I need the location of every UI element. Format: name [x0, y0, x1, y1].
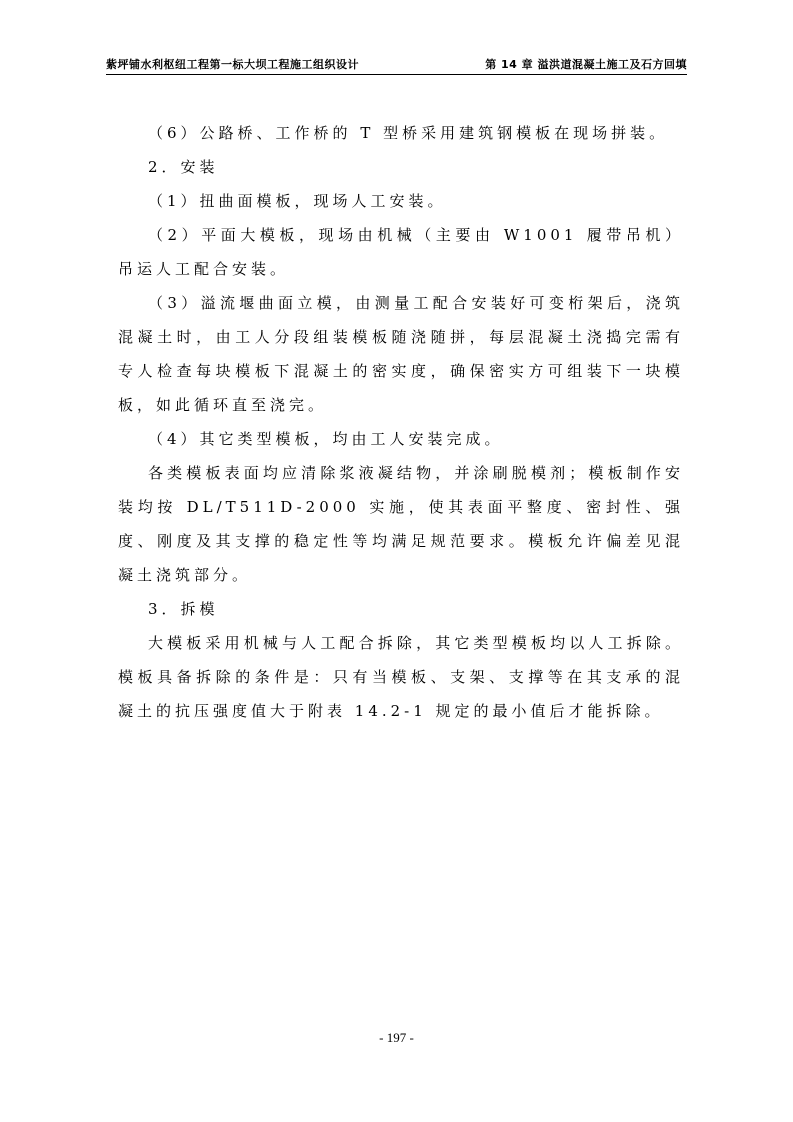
- paragraph: 大模板采用机械与人工配合拆除，其它类型模板均以人工拆除。模板具备拆除的条件是：只有当模板、支架、支撑等在其支承的混凝土的抗压强度值大于附表 14.2-1 规定的最小值后才能拆除。: [118, 634, 684, 720]
- document-body: [118, 116, 684, 728]
- paragraph: （3）溢流堰曲面立模，由测量工配合安装好可变桁架后，浇筑混凝土时，由工人分段组装模板随浇随拼，每层混凝土浇捣完需有专人检查每块模板下混凝土的密实度，确保密实方可组装下一块模板，如此循环直至浇完。: [118, 294, 684, 414]
- paragraph: 各类模板表面均应清除浆液凝结物，并涂刷脱模剂；模板制作安装均按 DL/T511D-2000 实施，使其表面平整度、密封性、强度、刚度及其支撑的稳定性等均满足规范要求。模板允许偏差见混凝土浇筑部分。: [118, 464, 684, 584]
- paragraph: （2）平面大模板，现场由机械（主要由 W1001 履带吊机）吊运人工配合安装。: [118, 226, 684, 278]
- paragraph: （1）扭曲面模板，现场人工安装。: [148, 192, 447, 210]
- paragraph: （6）公路桥、工作桥的 T 型桥采用建筑钢模板在现场拼装。: [148, 124, 669, 142]
- header-chapter-title: 第 14 章 溢洪道混凝土施工及石方回填: [485, 58, 687, 71]
- header-project-title: 紫坪铺水利枢纽工程第一标大坝工程施工组织设计: [106, 58, 359, 71]
- page-header: [106, 54, 687, 75]
- paragraph: （4）其它类型模板，均由工人安装完成。: [148, 430, 504, 448]
- page-number: - 197 -: [379, 1030, 414, 1045]
- section-heading-removal: 3．拆模: [148, 600, 219, 618]
- section-heading-install: 2．安装: [148, 158, 219, 176]
